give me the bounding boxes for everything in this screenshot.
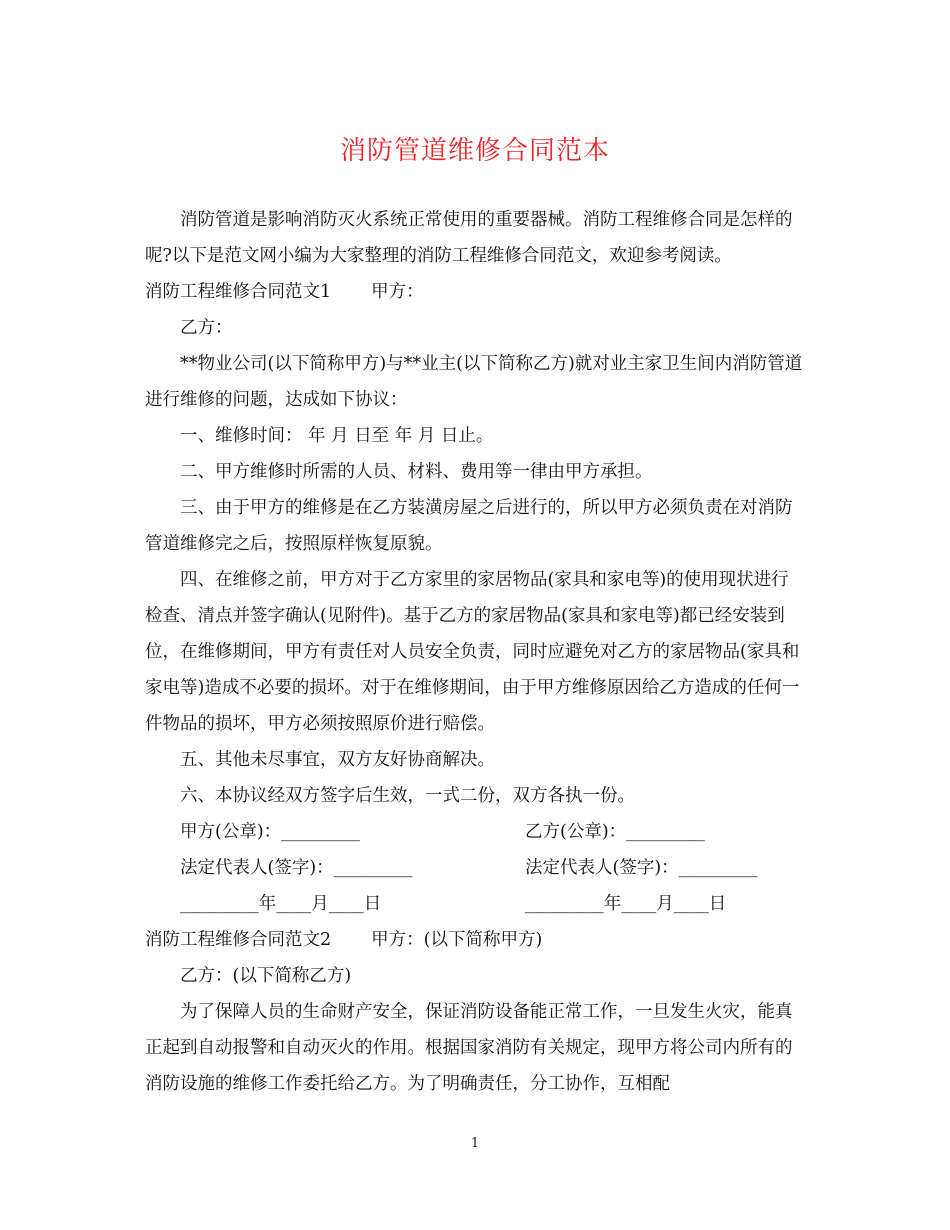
section1-party-b: 乙方： [180, 318, 233, 338]
section1-clause-2: 二、甲方维修时所需的人员、材料、费用等一律由甲方承担。 [180, 462, 653, 482]
signature-row-representative [145, 850, 805, 886]
document-body [145, 202, 805, 1102]
section2-heading: 消防工程维修合同范文2 [145, 930, 332, 950]
signature-row-date [145, 886, 805, 922]
party-b-representative-field: 法定代表人(签字)：_________ [525, 858, 758, 878]
section1-clause-4: 四、在维修之前，甲方对于乙方家里的家居物品(家具和家电等)的使用现状进行检查、清点并签字确认(见附件)。基于乙方的家居物品(家具和家电等)都已经安装到位，在维修期间，甲方有责任对人员安全负责，同时应避免对乙方的家居物品(家具和家电等)造成不必要的损坏。对于在维修期间，由于甲方维修原因给乙方造成的任何一件物品的损坏，甲方必须按照原价进行赔偿。 [145, 570, 800, 734]
party-a-date-field: _________年____月____日 [180, 894, 382, 914]
section1-heading: 消防工程维修合同范文1 [145, 282, 332, 302]
party-b-seal-field: 乙方(公章)：_________ [525, 822, 705, 842]
section2-party-a: 甲方：(以下简称甲方) [371, 930, 543, 950]
intro-paragraph: 消防管道是影响消防灭火系统正常使用的重要器械。消防工程维修合同是怎样的呢?以下是范文网小编为大家整理的消防工程维修合同范文，欢迎参考阅读。 [145, 210, 793, 266]
section2-party-b: 乙方：(以下简称乙方) [180, 966, 352, 986]
section2-heading-row [145, 922, 805, 958]
section2-paragraph: 为了保障人员的生命财产安全，保证消防设备能正常工作，一旦发生火灾，能真正起到自动报警和自动灭火的作用。根据国家消防有关规定，现甲方将公司内所有的消防设施的维修工作委托给乙方。为了明确责任，分工协作，互相配 [145, 1002, 793, 1094]
section1-heading-row [145, 274, 805, 310]
section1-clause-5: 五、其他未尽事宜，双方友好协商解决。 [180, 750, 495, 770]
signature-row-seal [145, 814, 805, 850]
section1-party-a: 甲方： [371, 282, 424, 302]
document-title: 消防管道维修合同范本 [339, 136, 610, 166]
party-a-representative-field: 法定代表人(签字)：_________ [180, 858, 413, 878]
page-number: 1 [470, 1136, 480, 1151]
party-a-seal-field: 甲方(公章)：_________ [180, 822, 360, 842]
section1-paragraph: **物业公司(以下简称甲方)与**业主(以下简称乙方)就对业主家卫生间内消防管道进行维修的问题，达成如下协议： [145, 354, 803, 410]
party-b-date-field: _________年____月____日 [525, 894, 727, 914]
section1-clause-3: 三、由于甲方的维修是在乙方装潢房屋之后进行的，所以甲方必须负责在对消防管道维修完之后，按照原样恢复原貌。 [145, 498, 793, 554]
section1-clause-1: 一、维修时间： 年 月 日至 年 月 日止。 [180, 426, 494, 446]
section1-clause-6: 六、本协议经双方签字后生效，一式二份，双方各执一份。 [180, 786, 635, 806]
